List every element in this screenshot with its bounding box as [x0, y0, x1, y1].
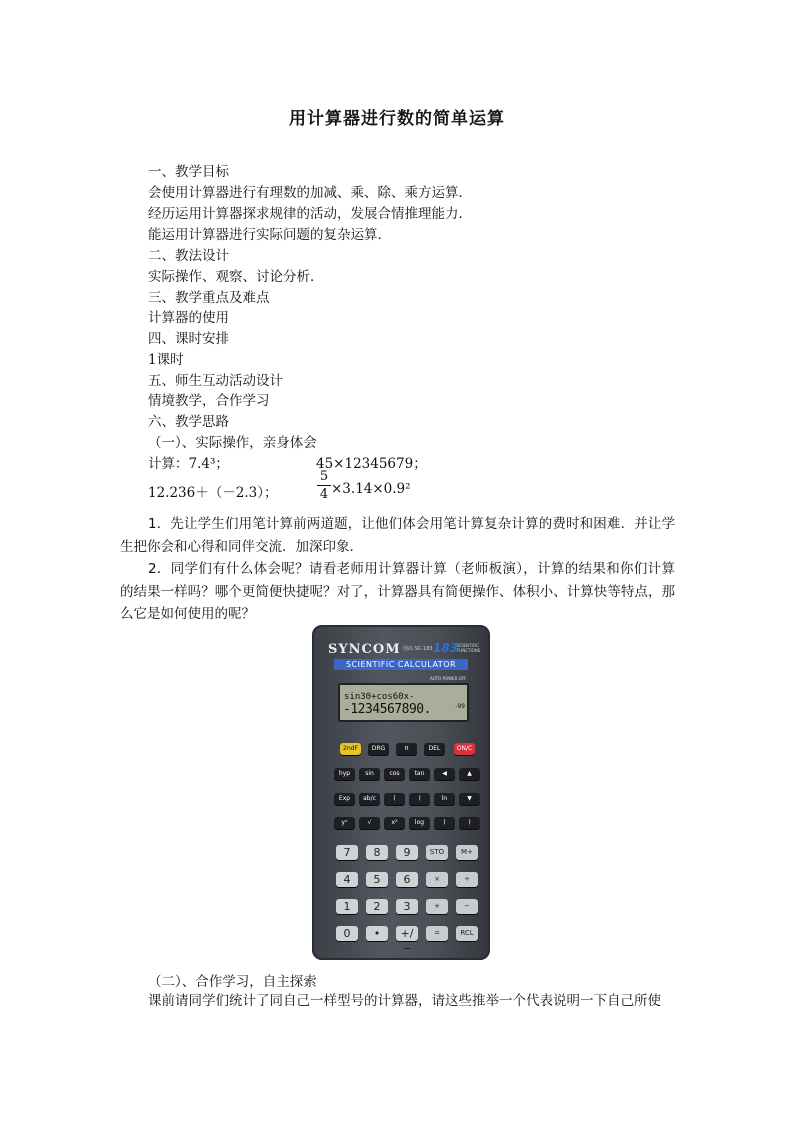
key-plus-minus: +/−	[396, 926, 418, 941]
key-row-1	[334, 743, 476, 757]
subheading-practice: （一）、实际操作，亲身体会	[148, 435, 317, 451]
key-del: DEL	[424, 743, 445, 755]
down-arrow-icon: ▼	[459, 793, 480, 805]
key-row-7	[334, 899, 476, 913]
key-tan: tan	[409, 768, 430, 780]
key-5: 5	[366, 872, 388, 887]
key-1: 1	[336, 899, 358, 914]
page-title: 用计算器进行数的简单运算	[289, 109, 505, 129]
heading-objectives: 一、教学目标	[148, 164, 229, 180]
calculator-brand: SYNCOM	[328, 642, 401, 657]
heading-activities: 五、师生互动活动设计	[148, 373, 283, 389]
subheading-cooperation: （二）、合作学习，自主探索	[148, 974, 317, 990]
calculator-banner: SCIENTIFIC CALCULATOR	[334, 659, 468, 670]
heading-approach: 六、教学思路	[148, 414, 229, 430]
key-row-8	[334, 926, 476, 955]
paragraph-2: 2．同学们有什么体会呢？请看老师用计算器计算（老师板演），计算的结果和你们计算的结果一样吗？哪个更简便快捷呢？对了，计算器具有简便操作、体积小、计算快等特点，那么它是如何使用的呢？	[120, 561, 675, 622]
key-sto: STO	[426, 845, 448, 860]
key-minus: −	[456, 899, 478, 914]
key-sqrt: √	[359, 817, 380, 829]
key-2ndf: 2ndF	[340, 743, 361, 755]
key-abc: ab/c	[359, 793, 380, 805]
calculator-model: 183	[433, 641, 459, 655]
calculator-image	[312, 625, 490, 960]
key-ln: ln	[434, 793, 455, 805]
key-sin: sin	[359, 768, 380, 780]
key-divide: ÷	[456, 872, 478, 887]
fraction-denominator: 4	[319, 487, 329, 502]
key-m-plus: M+	[456, 845, 478, 860]
calculator-model-sub: SCIENTIFIC FUNCTIONS	[457, 643, 481, 653]
key-open-paren-2: (	[434, 817, 455, 829]
key-log: log	[409, 817, 430, 829]
key-decimal: •	[366, 926, 388, 941]
fraction-numerator: 5	[319, 469, 329, 484]
key-7: 7	[336, 845, 358, 860]
fraction-bar	[317, 485, 331, 486]
heading-schedule: 四、课时安排	[148, 331, 229, 347]
text-line: 计算器的使用	[148, 310, 229, 326]
key-hyp: hyp	[334, 768, 355, 780]
fraction	[317, 469, 331, 502]
text-line: 会使用计算器进行有理数的加减、乘、除、乘方运算．	[148, 185, 472, 201]
key-row-6	[334, 872, 476, 886]
key-3: 3	[396, 899, 418, 914]
key-row-2	[334, 768, 476, 782]
key-row-3	[334, 793, 476, 807]
heading-method: 二、教法设计	[148, 248, 229, 264]
up-arrow-icon: ▲	[459, 768, 480, 780]
key-drg: DRG	[368, 743, 389, 755]
key-open-paren: (	[384, 793, 405, 805]
key-6: 6	[396, 872, 418, 887]
key-close-paren-2: )	[459, 817, 480, 829]
paragraph-3: 课前请同学们统计了同自己一样型号的计算器，请这些推举一个代表说明一下自己所使	[148, 993, 661, 1009]
paragraph-1: 1．先让学生们用笔计算前两道题，让他们体会用笔计算复杂计算的费时和困难．并让学生把你会和心得和同伴交流．加深印象．	[120, 516, 675, 555]
key-9: 9	[396, 845, 418, 860]
calc-task-4: ×3.14×0.9²	[331, 481, 411, 497]
key-cos: cos	[384, 768, 405, 780]
calculator-lcd	[338, 683, 469, 722]
key-8: 8	[366, 845, 388, 860]
text-line: 情境教学，合作学习	[148, 393, 270, 409]
key-equals: =	[426, 926, 448, 941]
key-row-4	[334, 817, 476, 831]
key-close-paren: )	[409, 793, 430, 805]
key-0: 0	[336, 926, 358, 941]
key-on-c: ON/C	[454, 743, 475, 755]
lcd-line-2: -1234567890.	[343, 702, 431, 717]
lcd-exponent: -99	[455, 703, 465, 710]
text-line: 1课时	[148, 352, 184, 368]
left-arrow-icon: ◀	[434, 768, 455, 780]
key-square: x²	[384, 817, 405, 829]
key-rcl: RCL	[456, 926, 478, 941]
key-plus: +	[426, 899, 448, 914]
lcd-line-1: sin30+cos60x-	[344, 692, 415, 702]
calculator-brand-sub: 创高 SC-183	[403, 646, 433, 652]
auto-power-label: AUTO POWER OFF	[430, 676, 467, 681]
text-line: 能运用计算器进行实际问题的复杂运算．	[148, 227, 391, 243]
key-row-5	[334, 845, 476, 859]
text-line: 实际操作、观察、讨论分析．	[148, 269, 324, 285]
calc-task-3: 12.236＋（－2.3）；	[148, 485, 278, 501]
heading-keypoints: 三、教学重点及难点	[148, 290, 270, 306]
calc-task-1: 计算：7.4³；	[148, 456, 229, 472]
key-pi: π	[396, 743, 417, 755]
text-line: 经历运用计算器探求规律的活动，发展合情推理能力．	[148, 206, 472, 222]
key-exp: Exp	[334, 793, 355, 805]
key-power: yˣ	[334, 817, 355, 829]
key-2: 2	[366, 899, 388, 914]
key-4: 4	[336, 872, 358, 887]
calc-task-2: 45×12345679；	[316, 456, 427, 472]
key-multiply: ×	[426, 872, 448, 887]
